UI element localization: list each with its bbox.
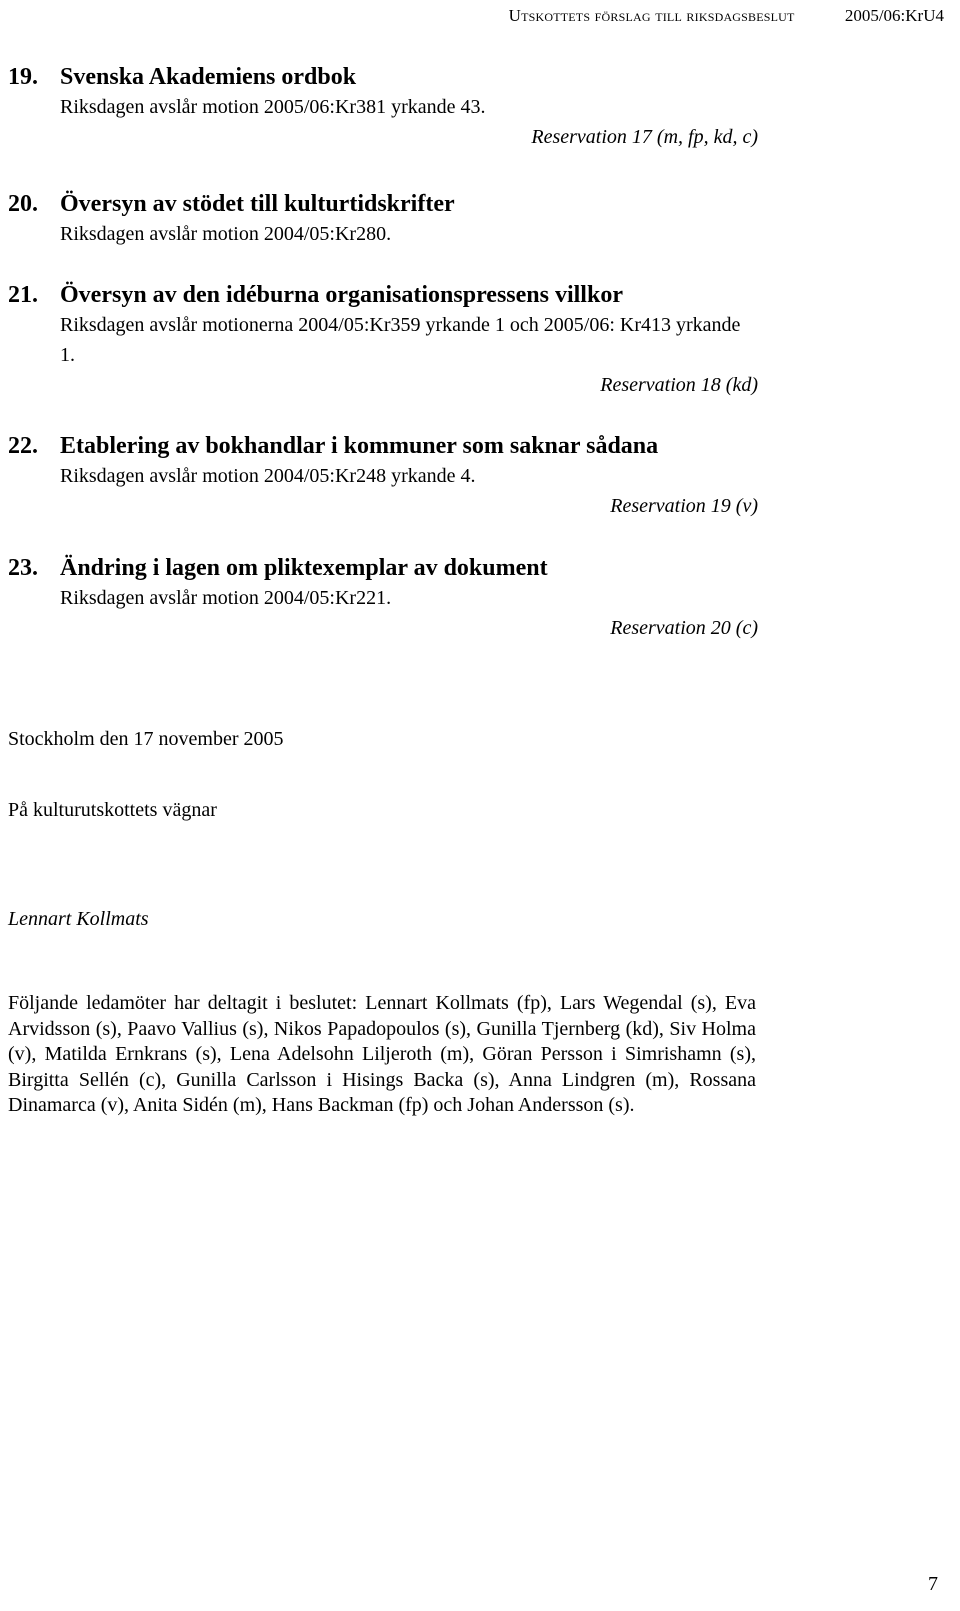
item-decision-text: Riksdagen avslår motion 2004/05:Kr248 yrkande 4. bbox=[60, 465, 476, 487]
item-number: 23. bbox=[8, 555, 38, 581]
item-decision-text: Riksdagen avslår motion 2004/05:Kr221. bbox=[60, 587, 392, 609]
item-title: Svenska Akademiens ordbok bbox=[60, 64, 357, 90]
item-number: 19. bbox=[8, 64, 38, 90]
decision-item-23 bbox=[8, 553, 758, 643]
decision-item-20 bbox=[8, 189, 758, 249]
place-and-date: Stockholm den 17 november 2005 bbox=[8, 728, 284, 750]
item-reservation: Reservation 17 (m, fp, kd, c) bbox=[531, 126, 758, 148]
item-heading bbox=[8, 431, 758, 461]
decision-item-21 bbox=[8, 280, 758, 400]
item-reservation: Reservation 18 (kd) bbox=[600, 374, 758, 396]
item-heading bbox=[8, 280, 758, 310]
document-id: 2005/06:KrU4 bbox=[844, 6, 944, 25]
signer-name: Lennart Kollmats bbox=[8, 908, 149, 930]
item-number: 21. bbox=[8, 282, 38, 308]
item-title: Ändring i lagen om pliktexemplar av dokument bbox=[60, 555, 548, 581]
item-number: 22. bbox=[8, 433, 38, 459]
item-heading bbox=[8, 553, 758, 583]
item-reservation: Reservation 19 (v) bbox=[610, 495, 758, 517]
page-number: 7 bbox=[928, 1573, 938, 1595]
item-decision-text: Riksdagen avslår motionerna 2004/05:Kr359 yrkande 1 och 2005/06: Kr413 yrkande 1. bbox=[60, 314, 741, 366]
decision-item-22 bbox=[8, 431, 758, 521]
participants-paragraph: Följande ledamöter har deltagit i beslutet: Lennart Kollmats (fp), Lars Wegendal (s), Eva Arvidsson (s), Paavo Vallius (s), Nikos Papadopoulos (s), Gunilla Tjernberg (kd), Siv Holma (v), Matilda Ernkrans (s), Lena Adelsohn Liljeroth (m), Göran Persson i Simrishamn (s), Birgitta Sellén (c), Gunilla Carlsson i Hisings Backa (s), Anna Lindgren (m), Rossana Dinamarca (v), Anita Sidén (m), Hans Backman (fp) och Johan Andersson (s). bbox=[8, 992, 756, 1116]
item-heading bbox=[8, 189, 758, 219]
item-decision-text: Riksdagen avslår motion 2004/05:Kr280. bbox=[60, 223, 392, 245]
item-number: 20. bbox=[8, 191, 38, 217]
item-decision-text: Riksdagen avslår motion 2005/06:Kr381 yrkande 43. bbox=[60, 96, 486, 118]
decision-item-19 bbox=[8, 62, 758, 152]
item-title: Översyn av den idéburna organisationspressens villkor bbox=[60, 282, 623, 308]
item-reservation: Reservation 20 (c) bbox=[610, 617, 758, 639]
item-title: Etablering av bokhandlar i kommuner som saknar sådana bbox=[60, 433, 659, 459]
running-title: Utskottets förslag till riksdagsbeslut bbox=[508, 6, 795, 25]
committee-on-behalf: På kulturutskottets vägnar bbox=[8, 799, 217, 821]
page-header bbox=[509, 6, 944, 26]
item-heading bbox=[8, 62, 758, 92]
item-title: Översyn av stödet till kulturtidskrifter bbox=[60, 191, 455, 217]
